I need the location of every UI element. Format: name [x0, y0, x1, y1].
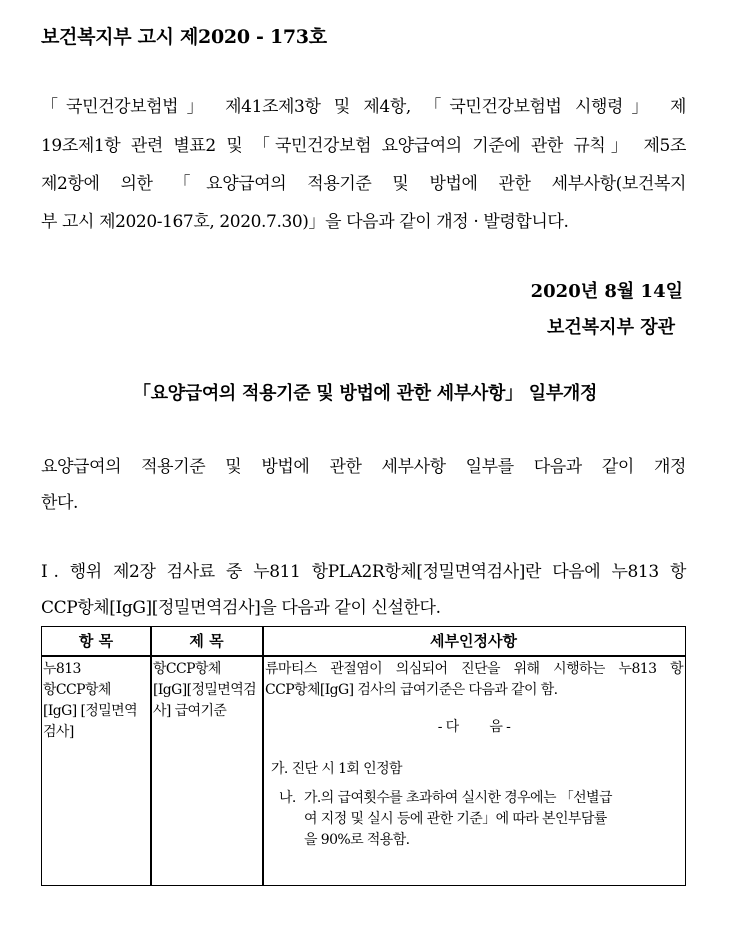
detail-line: CCP항체[IgG] 검사의 급여기준은 다음과 같이 함.: [265, 682, 558, 698]
notice-date: 2020년 8월 14일: [530, 281, 683, 302]
issuer-name: 보건복지부 장관: [547, 317, 675, 338]
notice-title: 보건복지부 고시 제2020 - 173호: [41, 26, 327, 48]
column-divider: [262, 627, 264, 885]
header-divider: [42, 655, 685, 657]
detail-item-ga: 가. 진단 시 1회 인정함: [271, 761, 402, 777]
cell-details: [265, 659, 683, 851]
cell-subject: [153, 659, 261, 722]
cell-item: [43, 659, 149, 743]
header-subject: 제 목: [189, 632, 224, 650]
intro-line: 「국민건강보험법」 제41조제3항 및 제4항, 「국민건강보험법 시행령」 제: [41, 97, 686, 117]
subject-line: 사] 급여기준: [153, 703, 227, 719]
body-line: 한다.: [41, 493, 79, 513]
header-item: 항 목: [78, 632, 114, 650]
section-line: CCP항체[IgG][정밀면역검사]을 다음과 같이 신설한다.: [41, 598, 441, 618]
criteria-table: [41, 626, 686, 886]
subject-line: [IgG][정밀면역검: [153, 682, 257, 698]
item-na-line: 가.의 급여횟수를 초과하여 실시한 경우에는 「선별급: [304, 790, 612, 806]
detail-line: 류마티스 관절염이 의심되어 진단을 위해 시행하는 누813 항: [265, 661, 683, 677]
body-line: 요양급여의 적용기준 및 방법에 관한 세부사항 일부를 다음과 같이 개정: [41, 457, 686, 477]
item-na-line: 을 90%로 적용함.: [304, 832, 410, 848]
item-line: 항CCP항체: [43, 682, 111, 698]
header-details: 세부인정사항: [430, 632, 517, 650]
section-line: Ⅰ. 행위 제2장 검사료 중 누811 항PLA2R항체[정밀면역검사]란 다음에 누813 항: [41, 562, 686, 582]
detail-item-na: [265, 788, 683, 851]
intro-line: 제2항에 의한 「요양급여의 적용기준 및 방법에 관한 세부사항(보건복지: [41, 174, 686, 194]
column-divider: [150, 627, 152, 885]
amendment-subtitle: 「요양급여의 적용기준 및 방법에 관한 세부사항」 일부개정: [132, 383, 598, 404]
item-na-label: 나.: [279, 790, 296, 806]
intro-line: 19조제1항 관련 별표2 및 「국민건강보험 요양급여의 기준에 관한 규칙」 제5조: [41, 136, 686, 156]
subject-line: 항CCP항체: [153, 661, 221, 677]
item-line: 검사]: [43, 724, 74, 740]
item-line: [IgG] [정밀면역: [43, 703, 138, 719]
item-line: 누813: [43, 661, 81, 677]
item-na-line: 여 지정 및 실시 등에 관한 기준」에 따라 본인부담률: [304, 811, 607, 827]
intro-line: 부 고시 제2020-167호, 2020.7.30)」을 다음과 같이 개정 · 발령합니다.: [41, 212, 569, 232]
detail-heading: - 다 음 -: [437, 719, 511, 735]
